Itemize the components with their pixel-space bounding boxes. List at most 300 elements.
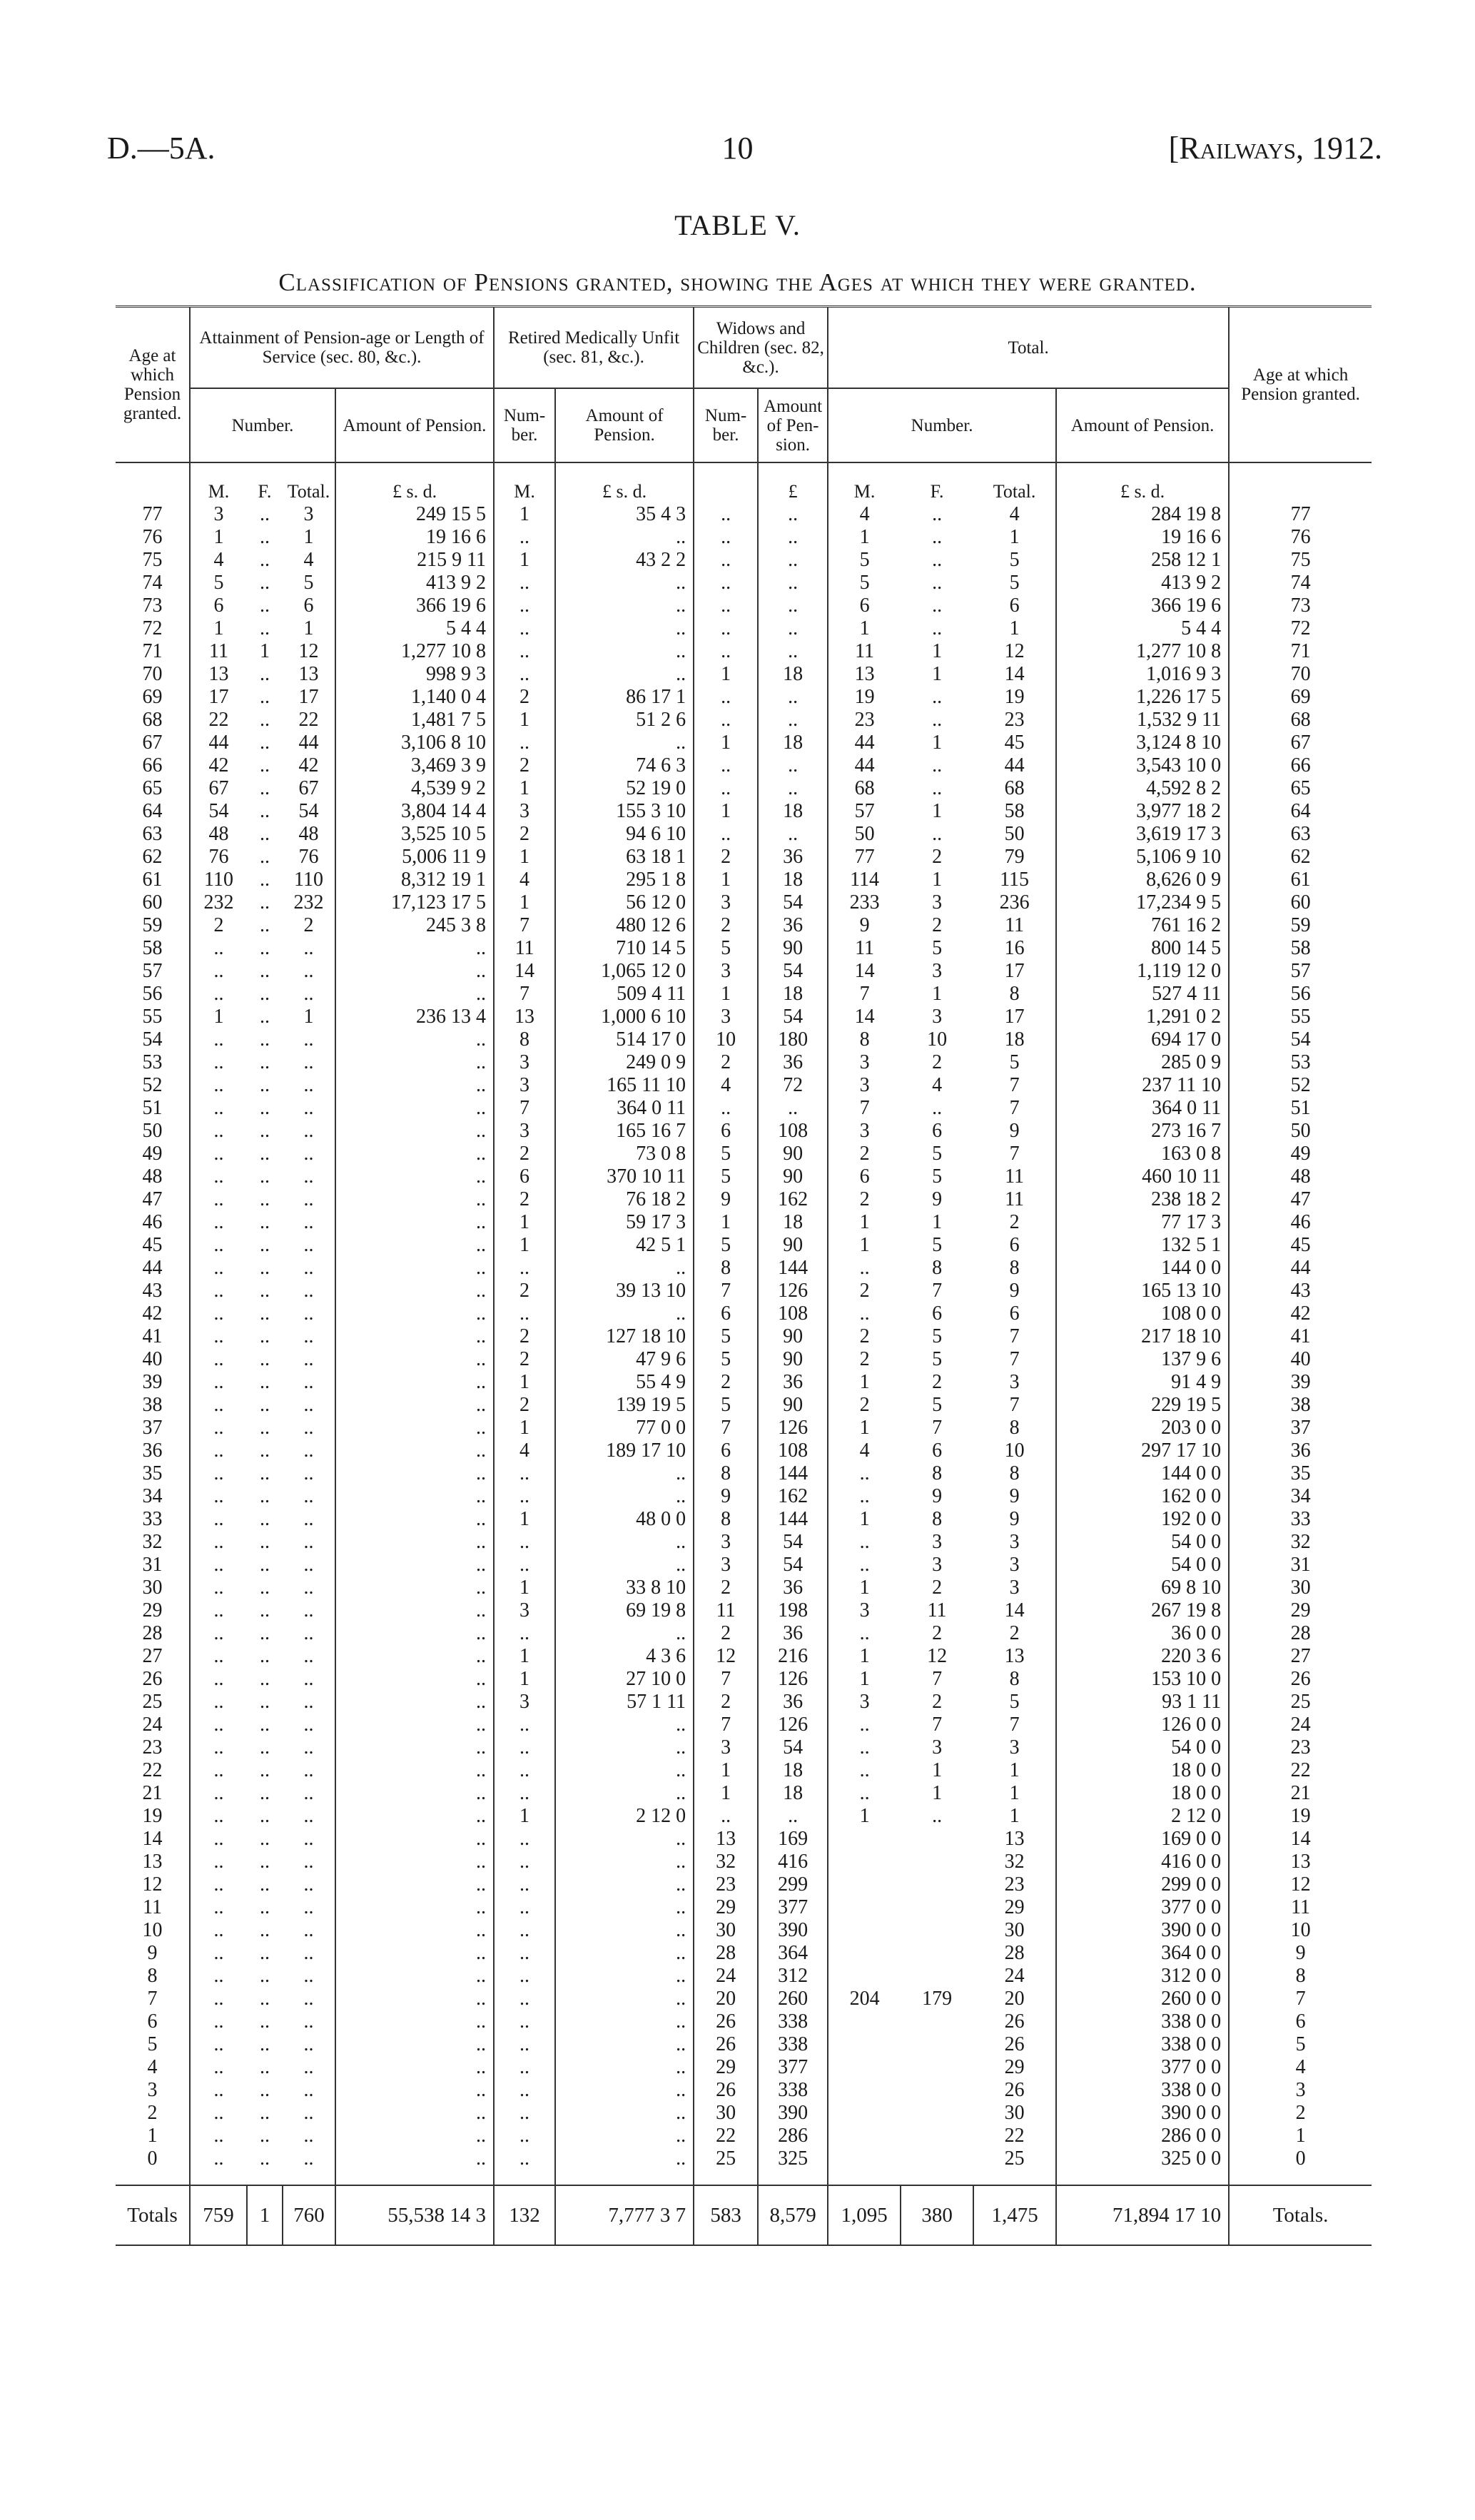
widows-amount-cell: 36	[758, 1577, 828, 1599]
total-female-cell: 1	[932, 640, 943, 662]
total-amount-cell: 19 16 6	[1056, 526, 1229, 549]
attain-total-cell: ..	[283, 1622, 335, 1645]
age-cell-right: 26	[1290, 1668, 1311, 1690]
attain-amount-cell: ..	[335, 1577, 494, 1599]
attain-male-cell: ..	[213, 1531, 224, 1553]
spacer-cell	[973, 2170, 1056, 2185]
table-row	[116, 1508, 1372, 1531]
widows-number-cell: 10	[694, 1028, 758, 1051]
retired-number-cell: ..	[494, 640, 555, 663]
total-amount-cell: 364 0 0	[1056, 1942, 1229, 1965]
col-header-retired-number: Num-ber.	[494, 388, 555, 462]
age-cell-right: 56	[1290, 983, 1311, 1005]
attain-amount-cell: 1,140 0 4	[335, 686, 494, 709]
totals-retired-number: 132	[494, 2185, 555, 2245]
table-row	[116, 754, 1372, 777]
total-number-cell: 236	[973, 891, 1056, 914]
age-cell: 46	[116, 1211, 190, 1234]
attain-amount-cell: ..	[335, 1759, 494, 1782]
attain-female-cell: ..	[260, 1439, 270, 1462]
widows-amount-cell: ..	[758, 640, 828, 663]
unit-f: F.	[930, 481, 944, 502]
total-number-cell: 8	[973, 1462, 1056, 1485]
retired-amount-cell: ..	[555, 663, 694, 686]
widows-amount-cell: 54	[758, 891, 828, 914]
table-row	[116, 1234, 1372, 1257]
total-female-cell: 2	[932, 914, 943, 936]
total-amount-cell: 267 19 8	[1056, 1599, 1229, 1622]
retired-number-cell: ..	[494, 2125, 555, 2147]
retired-number-cell: ..	[494, 1988, 555, 2010]
age-cell: 45	[116, 1234, 190, 1257]
widows-number-cell: 7	[694, 1714, 758, 1736]
age-cell: 58	[116, 937, 190, 960]
attain-male-cell: ..	[213, 1348, 224, 1370]
total-number-cell: 24	[973, 1965, 1056, 1988]
age-cell: 32	[116, 1531, 190, 1554]
total-female-cell: 3	[932, 1554, 943, 1576]
table-row	[116, 1668, 1372, 1691]
attain-male-cell: ..	[213, 1485, 224, 1507]
widows-amount-cell: 18	[758, 663, 828, 686]
total-male-cell: ..	[859, 1736, 870, 1759]
total-male-cell: 3	[859, 1074, 870, 1096]
table-row-child	[116, 2102, 1372, 2125]
total-number-cell: 11	[973, 914, 1056, 937]
attain-female-cell: ..	[260, 1988, 270, 2010]
col-header-age-left: Age at which Pension granted.	[116, 307, 190, 463]
total-amount-cell: 1,277 10 8	[1056, 640, 1229, 663]
widows-amount-cell: 377	[758, 2056, 828, 2079]
total-amount-cell: 132 5 1	[1056, 1234, 1229, 1257]
total-amount-cell: 390 0 0	[1056, 2102, 1229, 2125]
age-cell-right: 0	[1295, 2147, 1306, 2170]
total-male-cell: 77	[854, 846, 875, 868]
attain-male-cell: ..	[213, 1599, 224, 1621]
attain-male-cell: ..	[213, 1302, 224, 1325]
retired-amount-cell: 514 17 0	[555, 1028, 694, 1051]
total-number-cell: 25	[973, 2147, 1056, 2170]
attain-total-cell: ..	[283, 1599, 335, 1622]
widows-amount-cell: 144	[758, 1508, 828, 1531]
attain-male-cell: 22	[208, 709, 229, 731]
total-female-cell: 12	[927, 1645, 948, 1667]
attain-total-cell: 48	[283, 823, 335, 846]
age-cell-right: 2	[1295, 2102, 1306, 2124]
widows-amount-cell: 126	[758, 1668, 828, 1691]
retired-amount-cell: ..	[555, 1873, 694, 1896]
age-cell-right: 60	[1290, 891, 1311, 914]
total-amount-cell: 238 18 2	[1056, 1188, 1229, 1211]
totals-number: 1,475	[973, 2185, 1056, 2245]
total-number-cell: 26	[973, 2079, 1056, 2102]
attain-female-cell: ..	[260, 800, 270, 822]
total-number-cell: 7	[973, 1325, 1056, 1348]
attain-male-cell: ..	[213, 1508, 224, 1530]
attain-male-cell: ..	[213, 1577, 224, 1599]
attain-amount-cell: ..	[335, 1668, 494, 1691]
widows-amount-cell: 312	[758, 1965, 828, 1988]
attain-female-cell: ..	[260, 754, 270, 776]
retired-number-cell: ..	[494, 1485, 555, 1508]
widows-amount-cell: 338	[758, 2033, 828, 2056]
spacer-cell	[901, 2170, 973, 2185]
unit-total: Total.	[283, 462, 335, 503]
retired-number-cell: 3	[494, 1599, 555, 1622]
total-male-cell: 1	[859, 1645, 870, 1667]
widows-amount-cell: 54	[758, 960, 828, 983]
retired-number-cell: 1	[494, 709, 555, 732]
total-number-cell: 17	[973, 1006, 1056, 1028]
attain-female-cell: ..	[260, 1645, 270, 1667]
attain-female-cell: ..	[260, 1851, 270, 1873]
total-female-cell: 1	[932, 1759, 943, 1781]
widows-number-cell: 9	[694, 1188, 758, 1211]
age-cell: 33	[116, 1508, 190, 1531]
attain-female-cell: ..	[260, 1714, 270, 1736]
age-cell-right: 31	[1290, 1554, 1311, 1576]
attain-female-cell: ..	[260, 686, 270, 708]
total-male-cell: 2	[859, 1394, 870, 1416]
total-amount-cell: 312 0 0	[1056, 1965, 1229, 1988]
attain-male-cell: ..	[213, 1828, 224, 1850]
attain-total-cell: ..	[283, 1691, 335, 1714]
total-number-cell: 5	[973, 1691, 1056, 1714]
retired-amount-cell: ..	[555, 1531, 694, 1554]
attain-female-cell: ..	[260, 732, 270, 754]
total-number-cell: 79	[973, 846, 1056, 869]
total-amount-cell: 1,119 12 0	[1056, 960, 1229, 983]
attain-female-cell: ..	[260, 1942, 270, 1964]
age-cell: 59	[116, 914, 190, 937]
attain-amount-cell: ..	[335, 1485, 494, 1508]
widows-number-cell: ..	[694, 823, 758, 846]
attain-total-cell: ..	[283, 1919, 335, 1942]
attain-amount-cell: ..	[335, 2079, 494, 2102]
total-number-cell: 11	[973, 1188, 1056, 1211]
attain-female-cell: ..	[260, 1554, 270, 1576]
attain-total-cell: ..	[283, 1371, 335, 1394]
retired-amount-cell: 59 17 3	[555, 1211, 694, 1234]
total-number-cell: 30	[973, 1919, 1056, 1942]
age-cell-right: 49	[1290, 1143, 1311, 1165]
total-number-cell: 115	[973, 869, 1056, 891]
total-number-cell: 3	[973, 1371, 1056, 1394]
attain-total-cell: ..	[283, 1348, 335, 1371]
attain-male-cell: ..	[213, 1622, 224, 1644]
total-female-cell: 1	[932, 732, 943, 754]
unit-f: F.	[258, 481, 272, 502]
total-number-cell: 8	[973, 1417, 1056, 1439]
attain-total-cell: ..	[283, 1462, 335, 1485]
age-cell: 14	[116, 1828, 190, 1851]
widows-amount-cell: 286	[758, 2125, 828, 2147]
attain-female-cell: ..	[260, 1828, 270, 1850]
total-female-cell: 2	[932, 1622, 943, 1644]
total-amount-cell: 460 10 11	[1056, 1165, 1229, 1188]
attain-total-cell: ..	[283, 2147, 335, 2170]
retired-amount-cell: 249 0 9	[555, 1051, 694, 1074]
retired-number-cell: 3	[494, 1691, 555, 1714]
age-cell-right: 8	[1295, 1965, 1306, 1987]
retired-amount-cell: 63 18 1	[555, 846, 694, 869]
total-number-cell: 68	[973, 777, 1056, 800]
attain-male-cell: 2	[213, 914, 224, 936]
attain-female-cell: ..	[260, 1622, 270, 1644]
total-amount-cell: 69 8 10	[1056, 1577, 1229, 1599]
attain-total-cell: 110	[283, 869, 335, 891]
age-cell: 29	[116, 1599, 190, 1622]
total-number-cell: 7	[973, 1074, 1056, 1097]
spacer-cell	[1056, 2170, 1229, 2185]
attain-total-cell: ..	[283, 1508, 335, 1531]
retired-number-cell: ..	[494, 2147, 555, 2170]
widows-amount-cell: 18	[758, 1759, 828, 1782]
widows-amount-cell: 90	[758, 1348, 828, 1371]
retired-number-cell: ..	[494, 617, 555, 640]
attain-male-cell: 4	[213, 549, 224, 571]
attain-total-cell: ..	[283, 2125, 335, 2147]
attain-total-cell: ..	[283, 1302, 335, 1325]
total-female-cell: 5	[932, 1348, 943, 1370]
age-cell: 9	[116, 1942, 190, 1965]
retired-amount-cell: ..	[555, 2033, 694, 2056]
attain-female-cell: ..	[260, 2056, 270, 2078]
attain-total-cell: ..	[283, 1714, 335, 1736]
widows-amount-cell: 108	[758, 1302, 828, 1325]
attain-female-cell: ..	[260, 1371, 270, 1393]
children-total-female: 179	[922, 1988, 953, 2010]
widows-amount-cell: 18	[758, 869, 828, 891]
retired-number-cell: 4	[494, 869, 555, 891]
attain-amount-cell: ..	[335, 1028, 494, 1051]
widows-amount-cell: 364	[758, 1942, 828, 1965]
retired-amount-cell: 55 4 9	[555, 1371, 694, 1394]
attain-amount-cell: ..	[335, 1371, 494, 1394]
attain-female-cell: ..	[260, 503, 270, 525]
widows-number-cell: 12	[694, 1645, 758, 1668]
attain-total-cell: 1	[283, 617, 335, 640]
table-row	[116, 960, 1372, 983]
total-number-cell: 6	[973, 1302, 1056, 1325]
attain-female-cell: ..	[260, 1257, 270, 1279]
attain-amount-cell: ..	[335, 1782, 494, 1805]
total-amount-cell: 377 0 0	[1056, 2056, 1229, 2079]
total-female-cell: 1	[932, 663, 943, 685]
retired-number-cell: 8	[494, 1028, 555, 1051]
widows-amount-cell: 54	[758, 1736, 828, 1759]
age-cell: 77	[116, 503, 190, 526]
retired-amount-cell: ..	[555, 640, 694, 663]
widows-number-cell: ..	[694, 526, 758, 549]
spacer-cell	[335, 2170, 494, 2185]
table-row	[116, 891, 1372, 914]
col-header-attainment-amount: Amount of Pension.	[335, 388, 494, 462]
total-female-cell: 5	[932, 1394, 943, 1416]
retired-amount-cell: ..	[555, 1485, 694, 1508]
total-amount-cell: 203 0 0	[1056, 1417, 1229, 1439]
table-row	[116, 1417, 1372, 1439]
attain-amount-cell: 5 4 4	[335, 617, 494, 640]
attain-total-cell: ..	[283, 1485, 335, 1508]
total-female-cell: 8	[932, 1462, 943, 1484]
attain-total-cell: ..	[283, 1736, 335, 1759]
attain-female-cell: ..	[260, 1394, 270, 1416]
retired-amount-cell: ..	[555, 1919, 694, 1942]
totals-row	[116, 2185, 1372, 2245]
attain-female-cell: ..	[260, 709, 270, 731]
attain-total-cell: ..	[283, 1394, 335, 1417]
table-row	[116, 1006, 1372, 1028]
attain-male-cell: ..	[213, 1462, 224, 1484]
attain-total-cell: ..	[283, 2102, 335, 2125]
attain-amount-cell: 17,123 17 5	[335, 891, 494, 914]
total-male-cell: 68	[854, 777, 875, 799]
attain-total-cell: ..	[283, 1120, 335, 1143]
age-cell-right: 66	[1290, 754, 1311, 776]
widows-number-cell: ..	[694, 549, 758, 572]
total-number-cell: 7	[973, 1143, 1056, 1165]
table-row-child	[116, 2079, 1372, 2102]
total-female-cell: ..	[932, 686, 943, 708]
widows-amount-cell: 54	[758, 1531, 828, 1554]
total-amount-cell: 377 0 0	[1056, 1896, 1229, 1919]
total-female-cell: 2	[932, 1577, 943, 1599]
age-cell: 38	[116, 1394, 190, 1417]
total-female-cell: 1	[932, 869, 943, 891]
retired-amount-cell: 77 0 0	[555, 1417, 694, 1439]
retired-amount-cell: ..	[555, 1988, 694, 2010]
attain-female-cell: ..	[260, 1074, 270, 1096]
widows-number-cell: 7	[694, 1668, 758, 1691]
total-female-cell: 2	[932, 846, 943, 868]
total-amount-cell: 3,619 17 3	[1056, 823, 1229, 846]
age-cell-right: 4	[1295, 2056, 1306, 2078]
retired-number-cell: 2	[494, 1188, 555, 1211]
table-row	[116, 1622, 1372, 1645]
attain-amount-cell: ..	[335, 1851, 494, 1873]
widows-number-cell: 2	[694, 914, 758, 937]
total-number-cell: 3	[973, 1531, 1056, 1554]
age-cell: 51	[116, 1097, 190, 1120]
age-cell-right: 76	[1290, 526, 1311, 548]
attain-amount-cell: ..	[335, 1622, 494, 1645]
retired-amount-cell: ..	[555, 1851, 694, 1873]
widows-amount-cell: 377	[758, 1896, 828, 1919]
total-number-cell: 45	[973, 732, 1056, 754]
attain-female-cell: ..	[260, 1143, 270, 1165]
widows-amount-cell: 18	[758, 983, 828, 1006]
widows-amount-cell: 90	[758, 937, 828, 960]
attain-total-cell: ..	[283, 1873, 335, 1896]
age-cell: 61	[116, 869, 190, 891]
total-male-cell: 9	[859, 914, 870, 936]
col-header-retired: Retired Medically Unfit (sec. 81, &c.).	[494, 307, 694, 389]
table-row	[116, 1531, 1372, 1554]
table-row	[116, 800, 1372, 823]
widows-number-cell: 8	[694, 1257, 758, 1280]
retired-amount-cell: ..	[555, 2147, 694, 2170]
total-number-cell: 9	[973, 1280, 1056, 1302]
age-cell-right: 14	[1290, 1828, 1311, 1850]
total-male-cell: 14	[854, 1006, 875, 1028]
attain-female-cell: ..	[260, 2033, 270, 2055]
attain-amount-cell: ..	[335, 1097, 494, 1120]
attain-female-cell: ..	[260, 1736, 270, 1759]
retired-number-cell: 7	[494, 983, 555, 1006]
total-female-cell: 1	[932, 800, 943, 822]
attain-female-cell: ..	[260, 937, 270, 959]
attain-amount-cell: ..	[335, 2147, 494, 2170]
attain-amount-cell: 215 9 11	[335, 549, 494, 572]
attain-male-cell: ..	[213, 1554, 224, 1576]
retired-number-cell: 1	[494, 503, 555, 526]
total-female-cell: ..	[932, 1097, 943, 1119]
total-amount-cell: 162 0 0	[1056, 1485, 1229, 1508]
age-cell: 65	[116, 777, 190, 800]
attain-amount-cell: 3,106 8 10	[335, 732, 494, 754]
table-row	[116, 503, 1372, 526]
age-cell: 19	[116, 1805, 190, 1828]
total-amount-cell: 169 0 0	[1056, 1828, 1229, 1851]
retired-number-cell: 14	[494, 960, 555, 983]
retired-number-cell: ..	[494, 1828, 555, 1851]
table-row-child	[116, 1828, 1372, 1851]
table-row	[116, 1051, 1372, 1074]
widows-number-cell: 4	[694, 1074, 758, 1097]
retired-amount-cell: ..	[555, 1759, 694, 1782]
attain-amount-cell: ..	[335, 1348, 494, 1371]
widows-amount-cell: 36	[758, 914, 828, 937]
retired-number-cell: 1	[494, 549, 555, 572]
age-cell-right: 63	[1290, 823, 1311, 845]
col-header-widows: Widows and Children (sec. 82, &c.).	[694, 307, 828, 389]
attain-female-cell: ..	[260, 846, 270, 868]
table-row	[116, 937, 1372, 960]
total-amount-cell: 229 19 5	[1056, 1394, 1229, 1417]
total-amount-cell: 527 4 11	[1056, 983, 1229, 1006]
age-cell-right: 58	[1290, 937, 1311, 959]
page-header-left: D.—5A.	[107, 131, 216, 166]
age-cell-right: 23	[1290, 1736, 1311, 1759]
attain-amount-cell: ..	[335, 2033, 494, 2056]
widows-amount-cell: 338	[758, 2079, 828, 2102]
widows-number-cell: 3	[694, 891, 758, 914]
table-row	[116, 1554, 1372, 1577]
total-number-cell: 4	[973, 503, 1056, 526]
total-male-cell: 7	[859, 983, 870, 1005]
children-total-male: 204	[849, 1988, 880, 2010]
widows-amount-cell: ..	[758, 823, 828, 846]
widows-amount-cell: ..	[758, 594, 828, 617]
age-cell-right: 41	[1290, 1325, 1311, 1347]
retired-amount-cell: ..	[555, 1782, 694, 1805]
table-row	[116, 1736, 1372, 1759]
total-amount-cell: 284 19 8	[1056, 503, 1229, 526]
total-female-cell: 9	[932, 1188, 943, 1210]
retired-amount-cell: ..	[555, 2102, 694, 2125]
totals-label-right: Totals.	[1229, 2185, 1372, 2245]
total-male-cell: 11	[855, 640, 875, 662]
attain-total-cell: ..	[283, 960, 335, 983]
age-cell-right: 33	[1290, 1508, 1311, 1530]
age-cell-right: 32	[1290, 1531, 1311, 1553]
age-cell: 73	[116, 594, 190, 617]
widows-number-cell: 6	[694, 1439, 758, 1462]
retired-amount-cell: ..	[555, 1828, 694, 1851]
attain-female-cell: ..	[260, 2102, 270, 2124]
attain-female-cell: ..	[260, 914, 270, 936]
